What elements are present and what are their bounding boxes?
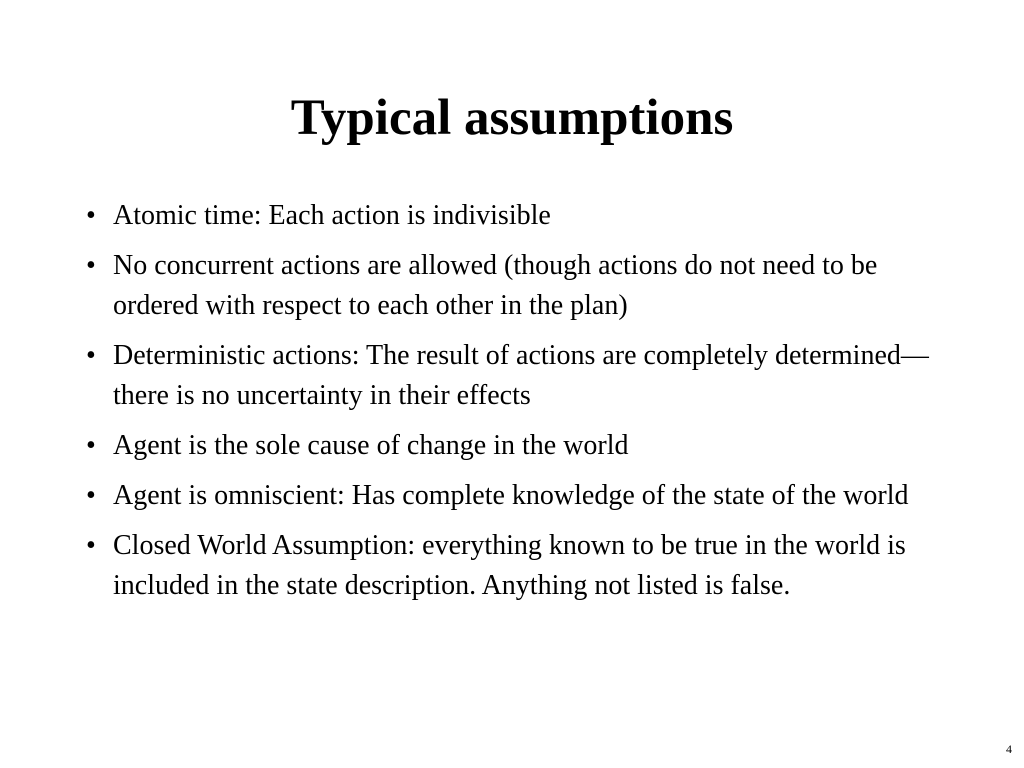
list-item bbox=[83, 426, 933, 466]
list-item bbox=[83, 246, 933, 326]
list-item bbox=[83, 196, 933, 236]
bullet-text: No concurrent actions are allowed (though actions do not need to be ordered with respect to each other in the plan) bbox=[113, 250, 878, 321]
bullet-text: Agent is the sole cause of change in the world bbox=[113, 430, 629, 461]
slide-title: Typical assumptions bbox=[290, 90, 734, 146]
bullet-list bbox=[83, 196, 933, 616]
bullet-dot: • bbox=[86, 250, 96, 281]
list-item bbox=[83, 476, 933, 516]
bullet-text: Deterministic actions: The result of actions are completely determined—there is no uncertainty in their effects bbox=[113, 340, 929, 411]
list-item bbox=[83, 526, 933, 606]
bullet-dot: • bbox=[86, 430, 96, 461]
list-item bbox=[83, 336, 933, 416]
bullet-text: Agent is omniscient: Has complete knowledge of the state of the world bbox=[113, 480, 909, 511]
bullet-text: Atomic time: Each action is indivisible bbox=[113, 200, 551, 231]
page-number: 4 bbox=[1006, 742, 1012, 756]
bullet-dot: • bbox=[86, 200, 96, 231]
bullet-text: Closed World Assumption: everything known to be true in the world is included in the state description. Anything not listed is false. bbox=[113, 530, 906, 601]
bullet-dot: • bbox=[86, 530, 96, 561]
bullet-dot: • bbox=[86, 340, 96, 371]
bullet-dot: • bbox=[86, 480, 96, 511]
